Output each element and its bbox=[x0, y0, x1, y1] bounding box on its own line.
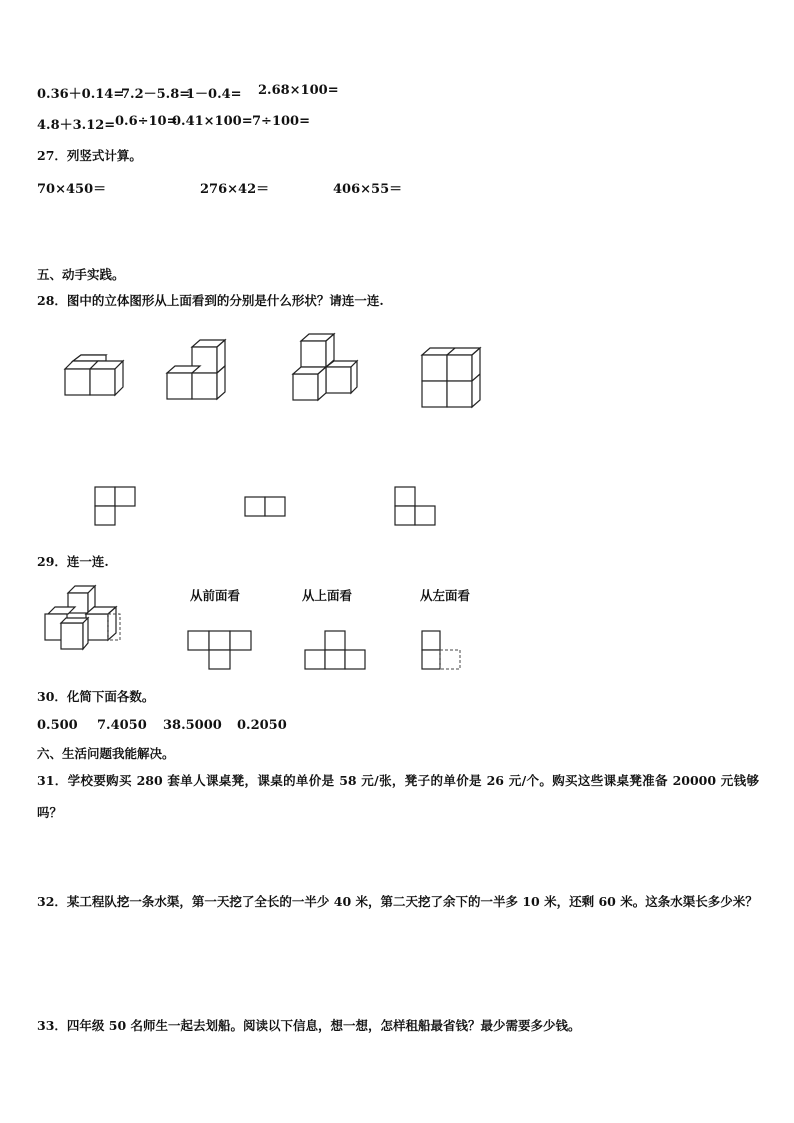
top-view-shape-1 bbox=[95, 487, 135, 525]
section-heading: 六、生活问题我能解决。 bbox=[37, 746, 175, 761]
calc-item: 0.36＋0.14= bbox=[37, 87, 125, 102]
number-item: 0.500 bbox=[37, 718, 78, 733]
cube-figure-c bbox=[293, 334, 357, 400]
question-32: 32．某工程队挖一条水渠，第一天挖了全长的一半少 40 米，第二天挖了余下的一半多 10 米，还剩 60 米。这条水渠长多少米？ bbox=[37, 894, 758, 909]
question-29-title: 29．连一连. bbox=[37, 554, 109, 569]
view-top bbox=[305, 631, 365, 669]
number-item: 7.4050 bbox=[97, 718, 147, 733]
question-33: 33．四年级 50 名师生一起去划船。阅读以下信息，想一想，怎样租船最省钱？最少需要多少钱。 bbox=[37, 1018, 581, 1033]
question-28-title: 28．图中的立体图形从上面看到的分别是什么形状？请连一连. bbox=[37, 293, 384, 308]
top-view-shape-3 bbox=[395, 487, 435, 525]
question-30-title: 30．化简下面各数。 bbox=[37, 689, 155, 704]
calc-item: 0.6÷10= bbox=[115, 114, 178, 129]
cube-figure-a bbox=[65, 355, 123, 395]
view-left bbox=[422, 631, 460, 669]
cube-figure-q29 bbox=[45, 586, 120, 649]
view-label-front: 从前面看 bbox=[190, 588, 241, 603]
view-label-left: 从左面看 bbox=[420, 588, 471, 603]
calc-item: 2.68×100= bbox=[258, 83, 339, 98]
cube-figure-d bbox=[422, 348, 480, 407]
calc-item: 0.41×100= bbox=[172, 114, 253, 129]
section-heading: 五、动手实践。 bbox=[37, 267, 125, 282]
vertical-calc-item: 276×42＝ bbox=[200, 182, 270, 197]
view-label-top: 从上面看 bbox=[302, 588, 353, 603]
cube-figure-b bbox=[167, 340, 225, 399]
number-item: 38.5000 bbox=[163, 718, 222, 733]
calc-item: 4.8＋3.12= bbox=[37, 118, 116, 133]
vertical-calc-item: 406×55＝ bbox=[333, 182, 403, 197]
question-27-title: 27．列竖式计算。 bbox=[37, 148, 142, 163]
top-view-shape-2 bbox=[245, 497, 285, 516]
view-front bbox=[188, 631, 251, 669]
calc-item: 1－0.4= bbox=[186, 87, 242, 102]
vertical-calc-item: 70×450＝ bbox=[37, 182, 107, 197]
question-31: 31．学校要购买 280 套单人课桌凳，课桌的单价是 58 元/张，凳子的单价是 26 元/个。购买这些课桌凳准备 20000 元钱够吗？ bbox=[37, 773, 759, 820]
number-item: 0.2050 bbox=[237, 718, 287, 733]
calc-item: 7.2－5.8= bbox=[121, 87, 191, 102]
calc-item: 7÷100= bbox=[252, 114, 310, 129]
